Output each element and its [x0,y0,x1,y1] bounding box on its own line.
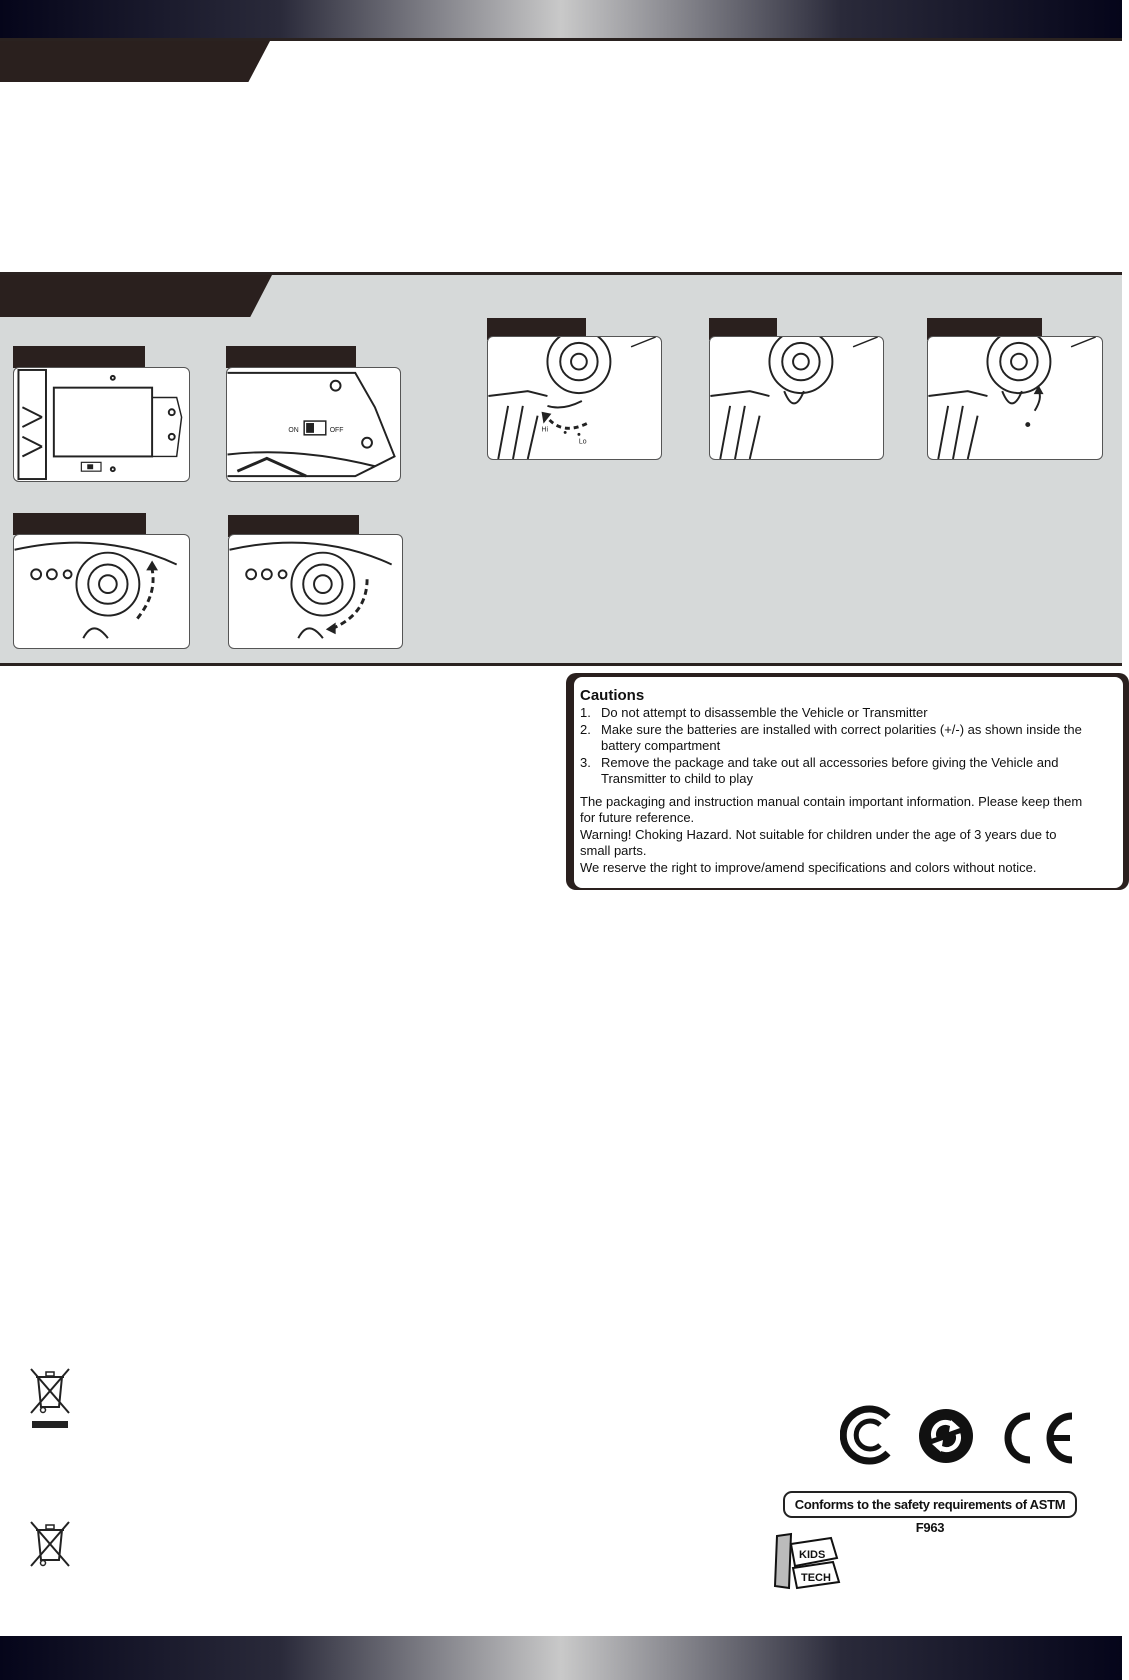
caution-note-5: We reserve the right to improve/amend specifications and colors without notice. [580,860,1037,875]
figure-label-3 [13,513,146,535]
trim-backward-figure [228,534,403,649]
cautions-title: Cautions [580,687,645,704]
power-switch-figure [226,367,401,482]
battery-compartment-figure [13,367,190,482]
switch-on-label: ON [288,426,299,434]
caution-item-2-line-1: Make sure the batteries are installed with correct polarities (+/-) as shown inside the [601,722,1082,737]
caution-note-3: Warning! Choking Hazard. Not suitable for children under the age of 3 years due to [580,827,1057,842]
caution-item-3-line-2: Transmitter to child to play [601,771,753,786]
ce-mark-icon [996,1410,1076,1466]
bottom-gradient-bar [0,1636,1122,1680]
caution-number-1: 1. [580,705,591,720]
speed-lo-label: Lo [578,438,587,446]
section-header-tab [0,41,270,82]
top-gradient-bar [0,0,1122,38]
caution-note-4: small parts. [580,843,647,858]
weee-bin-icon [28,1520,72,1568]
caution-note-1: The packaging and instruction manual contain important information. Please keep them [580,794,1083,809]
brand-logo [771,1530,843,1592]
caution-item-1: Do not attempt to disassemble the Vehicle or Transmitter [601,705,928,720]
steering-adjust-figure [927,336,1103,460]
steering-neutral-figure [709,336,884,460]
certification-c-logo-icon [840,1405,900,1465]
caution-item-2-line-2: battery compartment [601,738,721,753]
green-dot-recycling-icon [918,1408,974,1464]
brand-logo-text-1: KIDS [799,1549,826,1561]
switch-off-label: OFF [329,426,344,434]
astm-conformity-badge: Conforms to the safety requirements of ASTM F963 [783,1491,1077,1518]
panel-header-tab [0,275,272,317]
speed-hi-label: Hi [541,426,549,434]
weee-bin-with-bar-icon [28,1367,72,1429]
trim-forward-figure [13,534,190,649]
caution-item-3-line-1: Remove the package and take out all accessories before giving the Vehicle and [601,755,1059,770]
figure-label-1 [13,346,145,368]
caution-note-2: for future reference. [580,810,695,825]
caution-number-3: 3. [580,755,591,770]
caution-number-2: 2. [580,722,591,737]
top-divider [0,38,1122,41]
brand-logo-text-2: TECH [801,1572,831,1584]
figure-label-2 [226,346,356,368]
speed-hi-lo-figure [487,336,662,460]
